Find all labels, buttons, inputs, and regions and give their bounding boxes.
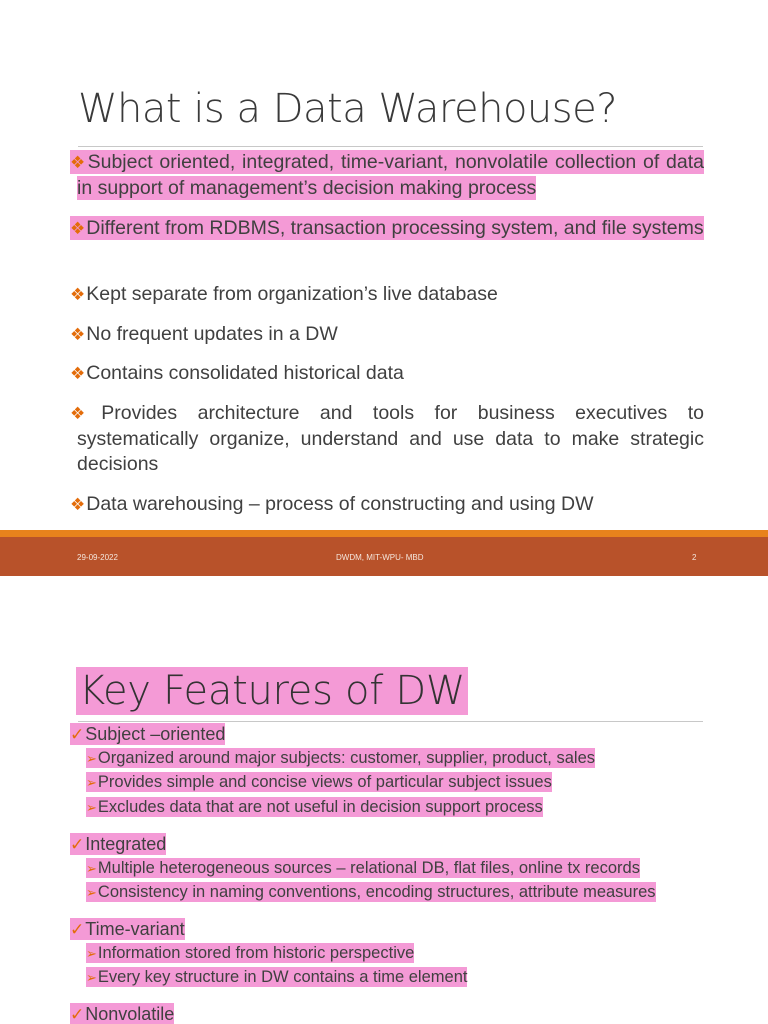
title-divider bbox=[78, 146, 703, 147]
footer-course: DWDM, MIT-WPU- MBD bbox=[336, 553, 424, 562]
feature-subitem: ➢Every key structure in DW contains a time element bbox=[86, 968, 468, 986]
feature-subitem: ➢Organized around major subjects: customer, supplier, product, sales bbox=[86, 749, 595, 767]
footer-date: 29-09-2022 bbox=[77, 553, 118, 562]
diamond-bullet-icon: ❖ bbox=[70, 285, 86, 304]
bullet-item: ❖Subject oriented, integrated, time-variant, nonvolatile collection of data in support of management’s decision making process bbox=[70, 151, 704, 199]
diamond-bullet-icon: ❖ bbox=[70, 364, 86, 383]
arrow-bullet-icon: ➢ bbox=[86, 946, 97, 961]
slide-gap bbox=[0, 576, 768, 592]
bullet-item: ❖Kept separate from organization’s live database bbox=[70, 283, 498, 305]
checkmark-icon: ✓ bbox=[70, 1005, 85, 1024]
arrow-bullet-icon: ➢ bbox=[86, 885, 97, 900]
feature-heading: ✓Subject –oriented bbox=[70, 724, 226, 744]
arrow-bullet-icon: ➢ bbox=[86, 775, 97, 790]
footer-accent-stripe bbox=[0, 530, 768, 537]
arrow-bullet-icon: ➢ bbox=[86, 800, 97, 815]
feature-subitem: ➢Information stored from historic perspective bbox=[86, 944, 415, 962]
slide2-title: Key Features of DW bbox=[79, 668, 466, 714]
feature-subitem: ➢Consistency in naming conventions, encoding structures, attribute measures bbox=[86, 883, 656, 901]
feature-subitem: ➢Excludes data that are not useful in decision support process bbox=[86, 798, 543, 816]
feature-heading: ✓Nonvolatile bbox=[70, 1004, 175, 1024]
diamond-bullet-icon: ❖ bbox=[70, 404, 101, 423]
title-divider bbox=[78, 721, 703, 722]
checkmark-icon: ✓ bbox=[70, 835, 85, 854]
checkmark-icon: ✓ bbox=[70, 920, 85, 939]
feature-subitem: ➢Provides simple and concise views of particular subject issues bbox=[86, 773, 552, 791]
feature-heading: ✓Integrated bbox=[70, 834, 167, 854]
arrow-bullet-icon: ➢ bbox=[86, 970, 97, 985]
arrow-bullet-icon: ➢ bbox=[86, 861, 97, 876]
bullet-item: ❖Provides architecture and tools for business executives to systematically organize, understand and use data to make strategic decisions bbox=[70, 402, 704, 475]
slide2-title-highlight bbox=[76, 667, 468, 715]
slide-key-features bbox=[0, 592, 768, 1024]
diamond-bullet-icon: ❖ bbox=[70, 219, 86, 238]
checkmark-icon: ✓ bbox=[70, 725, 85, 744]
bullet-item: ❖Contains consolidated historical data bbox=[70, 362, 404, 384]
slide1-title: What is a Data Warehouse? bbox=[78, 86, 617, 132]
diamond-bullet-icon: ❖ bbox=[70, 153, 87, 172]
diamond-bullet-icon: ❖ bbox=[70, 495, 86, 514]
diamond-bullet-icon: ❖ bbox=[70, 325, 86, 344]
feature-subitem: ➢Multiple heterogeneous sources – relational DB, flat files, online tx records bbox=[86, 859, 640, 877]
bullet-item: ❖No frequent updates in a DW bbox=[70, 323, 338, 345]
footer-page-number: 2 bbox=[692, 553, 697, 562]
bullet-item: ❖Different from RDBMS, transaction processing system, and file systems bbox=[70, 217, 704, 239]
arrow-bullet-icon: ➢ bbox=[86, 751, 97, 766]
bullet-item: ❖Data warehousing – process of constructing and using DW bbox=[70, 493, 594, 515]
feature-heading: ✓Time-variant bbox=[70, 919, 185, 939]
